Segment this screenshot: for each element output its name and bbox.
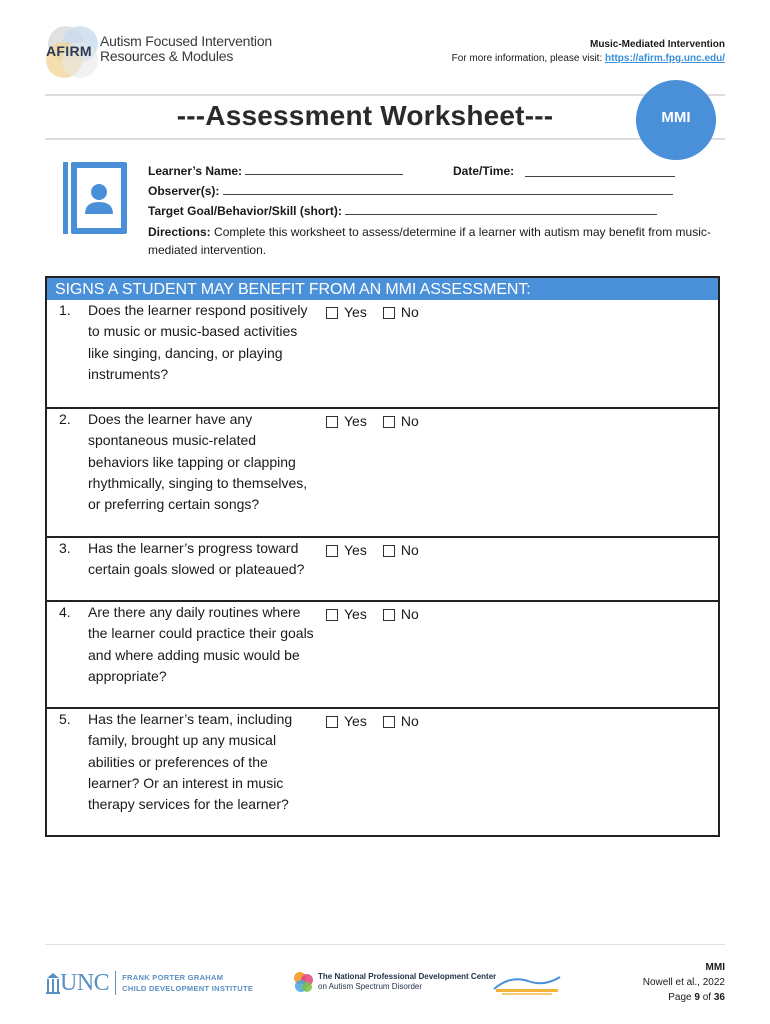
observer-row (148, 181, 728, 201)
answer-options (326, 711, 435, 732)
npdc-line-2: on Autism Spectrum Disorder (318, 982, 423, 991)
old-well-icon (46, 972, 60, 994)
answer-options (326, 411, 435, 432)
no-option[interactable] (383, 711, 419, 732)
answer-options (326, 540, 435, 561)
npdc-name (318, 972, 496, 992)
yes-label: Yes (344, 542, 367, 558)
page-prefix: Page (668, 992, 695, 1003)
question-number: 5. (59, 711, 71, 727)
no-label: No (400, 304, 419, 320)
yes-option[interactable] (326, 711, 367, 732)
mmi-badge: MMI (636, 80, 716, 160)
yes-option[interactable] (326, 411, 367, 432)
npdc-logo (292, 970, 496, 994)
no-checkbox[interactable] (383, 609, 395, 621)
yes-checkbox[interactable] (326, 307, 338, 319)
question-text: Does the learner respond positively to music or music-based activities like singing, dancing, or playing instruments? (88, 302, 308, 382)
no-checkbox[interactable] (383, 307, 395, 319)
no-checkbox[interactable] (383, 545, 395, 557)
question-number: 2. (59, 411, 71, 427)
yes-label: Yes (344, 413, 367, 429)
header-info (452, 38, 725, 66)
learner-name-field[interactable] (245, 163, 403, 175)
question-list (47, 300, 718, 835)
fpg-name (122, 972, 253, 994)
question-row (47, 536, 718, 600)
more-info-line (452, 52, 725, 66)
answer-options (326, 604, 435, 625)
unc-wordmark: UNC (60, 969, 110, 996)
no-checkbox[interactable] (383, 416, 395, 428)
no-option[interactable] (383, 540, 419, 561)
question-number: 1. (59, 302, 71, 318)
more-info-prefix: For more information, please visit: (451, 53, 605, 64)
directions-label: Directions: (148, 225, 211, 239)
no-checkbox[interactable] (383, 716, 395, 728)
question-text: Does the learner have any spontaneous music-related behaviors like tapping or clapping rhythmically, singing to themselves, or preferring certain songs? (88, 411, 308, 513)
question-text: Has the learner’s team, including family, brought up any musical abilities or preferences of the learner? Or an interest in music therapy services for the learner? (88, 711, 293, 813)
learner-info-form (148, 161, 728, 259)
no-option[interactable] (383, 302, 419, 323)
learner-date-row (148, 161, 728, 181)
page-current: 9 (694, 992, 700, 1003)
footer-citation: Nowell et al., 2022 (642, 977, 725, 988)
yes-checkbox[interactable] (326, 545, 338, 557)
question-row (47, 600, 718, 707)
directions-text: Complete this worksheet to assess/determine if a learner with autism may benefit from music-mediated intervention. (148, 225, 711, 257)
question-row (47, 407, 718, 536)
afirm-logo (42, 22, 273, 82)
logo-abbrev: AFIRM (46, 43, 92, 59)
yes-label: Yes (344, 713, 367, 729)
date-time-label: Date/Time: (453, 164, 515, 178)
question-number: 4. (59, 604, 71, 620)
afirm-link[interactable]: https://afirm.fpg.unc.edu/ (605, 53, 725, 64)
yes-checkbox[interactable] (326, 416, 338, 428)
target-row (148, 201, 728, 221)
question-text: Are there any daily routines where the learner could practice their goals and where adding music would be appropriate? (88, 604, 314, 684)
no-label: No (400, 713, 419, 729)
yes-option[interactable] (326, 302, 367, 323)
no-label: No (400, 413, 419, 429)
date-time-field[interactable] (525, 165, 675, 177)
no-label: No (400, 542, 419, 558)
fpg-line-1: FRANK PORTER GRAHAM (122, 973, 224, 982)
npdc-line-1: The National Professional Development Center (318, 972, 497, 981)
target-goal-field[interactable] (345, 203, 657, 215)
table-heading: SIGNS A STUDENT MAY BENEFIT FROM AN MMI ASSESSMENT: (47, 278, 718, 300)
unc-fpg-logo (46, 970, 253, 996)
no-label: No (400, 606, 419, 622)
learner-profile-icon (63, 162, 127, 234)
fpg-line-2: CHILD DEVELOPMENT INSTITUTE (122, 984, 254, 993)
page-total: 36 (713, 992, 725, 1003)
page-number (643, 990, 725, 1005)
npdc-logo-icon (292, 970, 314, 994)
directions (148, 223, 728, 259)
question-row (47, 707, 718, 835)
question-text: Has the learner’s progress toward certain goals slowed or plateaued? (88, 540, 305, 578)
question-row (47, 300, 718, 407)
footer-module: MMI (705, 962, 725, 973)
assessment-table (45, 276, 720, 837)
question-number: 3. (59, 540, 71, 556)
logo-name (100, 34, 272, 64)
module-title: Music-Mediated Intervention (589, 39, 725, 50)
target-goal-label: Target Goal/Behavior/Skill (short): (148, 204, 342, 218)
yes-option[interactable] (326, 604, 367, 625)
footer-info (643, 960, 725, 1005)
no-option[interactable] (383, 411, 419, 432)
unc-separator (115, 971, 116, 995)
yes-option[interactable] (326, 540, 367, 561)
yes-label: Yes (344, 606, 367, 622)
logo-line-2: Resources & Modules (100, 48, 234, 64)
answer-options (326, 302, 435, 323)
yes-checkbox[interactable] (326, 716, 338, 728)
partner-logo (492, 973, 562, 997)
no-option[interactable] (383, 604, 419, 625)
page-mid: of (699, 992, 714, 1003)
logo-line-1: Autism Focused Intervention (100, 33, 273, 49)
observer-label: Observer(s): (148, 184, 220, 198)
learner-name-label: Learner’s Name: (148, 164, 243, 178)
observer-field[interactable] (223, 183, 673, 195)
yes-checkbox[interactable] (326, 609, 338, 621)
page-title: ---Assessment Worksheet--- (176, 100, 554, 131)
footer-divider (45, 944, 725, 945)
yes-label: Yes (344, 304, 367, 320)
